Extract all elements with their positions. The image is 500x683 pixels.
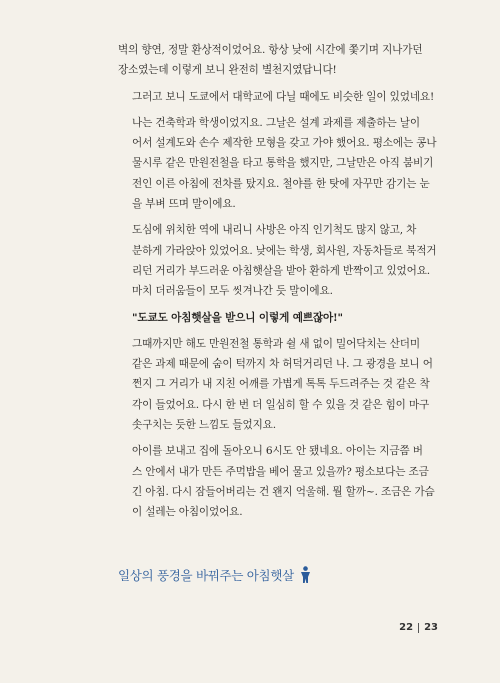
paragraph-6 — [118, 441, 464, 522]
quote-text: "도쿄도 아침햇살을 받으니 이렇게 예쁘잖아!" — [132, 311, 343, 324]
text-line: 마치 더러움들이 모두 씻겨나간 듯 말이에요. — [132, 285, 333, 298]
text-line: 각이 들었어요. 다시 한 번 더 일심히 할 수 있을 것 같은 힘이 마구 — [132, 398, 430, 411]
text-line: 아이를 보내고 집에 돌아오니 6시도 안 됐네요. 아이는 지금쯤 버 — [132, 445, 423, 458]
page-number-divider — [418, 623, 419, 633]
text-line: 이 설레는 아침이었어요. — [132, 506, 243, 519]
paragraph-1 — [118, 40, 464, 81]
page-number-left: 22 — [399, 622, 414, 633]
text-line: 을 부벼 뜨며 말이에요. — [132, 198, 236, 211]
text-line: 전인 이른 아침에 전차를 탔지요. 철야를 한 탓에 자꾸만 감기는 눈 — [132, 177, 430, 190]
text-line: 리던 거리가 부드러운 아침햇살을 받아 환하게 반짝이고 있었어요. — [132, 264, 430, 277]
page-number-right: 23 — [424, 622, 438, 633]
section-heading — [118, 566, 311, 584]
text-line: 도심에 위치한 역에 내리니 사방은 아직 인기척도 많지 않고, 차 — [132, 224, 417, 237]
text-line: 물시루 같은 만원전철을 타고 통학을 했지만, 그날만은 아직 붐비기 — [132, 157, 434, 170]
quote-paragraph — [118, 308, 464, 328]
text-line: 나는 건축학과 학생이었지요. 그날은 설계 과제를 제출하는 날이 — [132, 116, 420, 129]
text-line: 그때까지만 해도 만원전철 통학과 쉴 새 없이 밀어닥치는 산더미 — [132, 337, 420, 350]
paragraph-5 — [118, 334, 464, 435]
text-line: 장소였는데 이렇게 보니 완전히 별천지였답니다! — [118, 64, 337, 77]
text-line: 그러고 보니 도쿄에서 대학교에 다닐 때에도 비슷한 일이 있었네요! — [132, 90, 435, 103]
paragraph-3 — [118, 113, 464, 214]
text-line: 솟구치는 듯한 느낌도 들었지요. — [132, 419, 276, 432]
paragraph-2 — [118, 87, 464, 107]
section-title: 일상의 풍경을 바꿔주는 아침햇살 — [118, 568, 294, 583]
text-line: 어서 설계도와 손수 제작한 모형을 갖고 가야 했어요. 평소에는 콩나 — [132, 137, 437, 150]
text-line: 쩐지 그 거리가 내 지친 어깨를 가볍게 톡톡 두드려주는 것 같은 착 — [132, 378, 430, 391]
text-line: 긴 아침. 다시 잠들어버리는 건 왠지 억울해. 뭘 할까~. 조금은 가슴 — [132, 485, 435, 498]
person-icon — [300, 566, 311, 584]
paragraph-4 — [118, 220, 464, 301]
body-text — [118, 40, 464, 523]
page-numbers — [399, 622, 438, 633]
text-line: 분하게 가라앉아 있었어요. 낮에는 학생, 회사원, 자동차들로 북적거 — [132, 244, 437, 257]
text-line: 벽의 향연, 정말 환상적이었어요. 항상 낮에 시간에 쫓기며 지나가던 — [118, 44, 423, 56]
text-line: 같은 과제 때문에 숨이 턱까지 차 허덕거리던 나. 그 광경을 보니 어 — [132, 358, 433, 371]
text-line: 스 안에서 내가 만든 주먹밥을 베어 물고 있을까? 평소보다는 조금 — [132, 465, 429, 478]
